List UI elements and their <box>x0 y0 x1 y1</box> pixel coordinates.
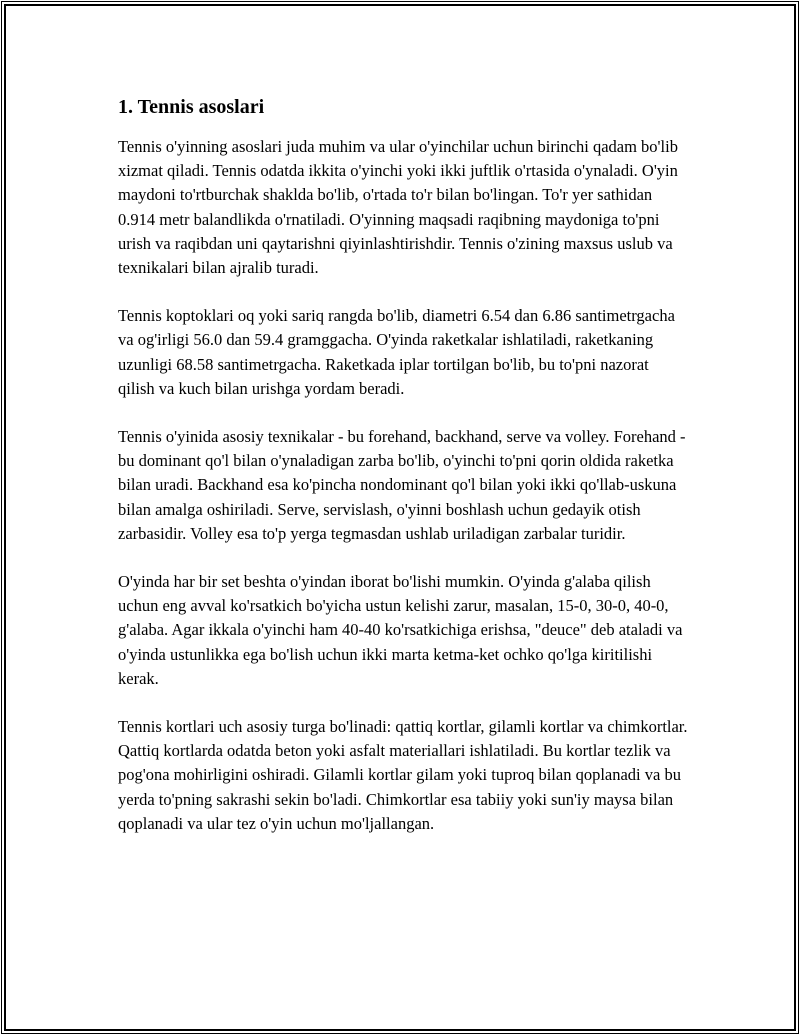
paragraph-techniques: Tennis o'yinida asosiy texnikalar - bu forehand, backhand, serve va volley. Forehand - bu dominant qo'l bilan o'ynaladigan zarba bo'lib, o'yinchi to'pni qorin oldida raketka bilan uradi. Backhand esa ko'pincha nondominant qo'l bilan yoki ikki qo'llab-uskuna bilan amalga oshiriladi. Serve, servislash, o'yinni boshlash uchun gedayik otish zarbasidir. Volley esa to'p yerga tegmasdan ushlab uriladigan zarbalar turidir. <box>118 427 686 543</box>
section-heading: 1. Tennis asoslari <box>118 96 265 118</box>
paragraph-basics: Tennis o'yinning asoslari juda muhim va ular o'yinchilar uchun birinchi qadam bo'lib xizmat qiladi. Tennis odatda ikkita o'yinchi yoki ikki juftlik o'rtasida o'ynaladi. O'yin maydoni to'rtburchak shaklda bo'lib, o'rtada to'r bilan bo'lingan. To'r yer sathidan 0.914 metr balandlikda o'rnatiladi. O'yinning maqsadi raqibning maydoniga to'pni urish va raqibdan uni qaytarishni qiyinlashtirishdir. Tennis o'zining maxsus uslub va texnikalari bilan ajralib turadi. <box>118 137 678 278</box>
paragraph-scoring: O'yinda har bir set beshta o'yindan iborat bo'lishi mumkin. O'yinda g'alaba qilish uchun eng avval ko'rsatkich bo'yicha ustun kelishi zarur, masalan, 15-0, 30-0, 40-0, g'alaba. Agar ikkala o'yinchi ham 40-40 ko'rsatkichiga erishsa, "deuce" deb ataladi va o'yinda ustunlikka ega bo'lish uchun ikki marta ketma-ket ochko qo'lga kiritilishi kerak. <box>118 572 683 688</box>
paragraph-courts: Tennis kortlari uch asosiy turga bo'linadi: qattiq kortlar, gilamli kortlar va chimkortlar. Qattiq kortlarda odatda beton yoki asfalt materiallari ishlatiladi. Bu kortlar tezlik va pog'ona mohirligini oshiradi. Gilamli kortlar gilam yoki tuproq bilan qoplanadi va bu yerda to'pning sakrashi sekin bo'ladi. Chimkortlar esa tabiiy yoki sun'iy maysa bilan qoplanadi va ular tez o'yin uchun mo'ljallangan. <box>118 717 688 833</box>
paragraph-equipment: Tennis koptoklari oq yoki sariq rangda bo'lib, diametri 6.54 dan 6.86 santimetrgacha va og'irligi 56.0 dan 59.4 gramggacha. O'yinda raketkalar ishlatiladi, raketkaning uzunligi 68.58 santimetrgacha. Raketkada iplar tortilgan bo'lib, bu to'pni nazorat qilish va kuch bilan urishga yordam beradi. <box>118 306 675 398</box>
document-body <box>118 93 688 860</box>
